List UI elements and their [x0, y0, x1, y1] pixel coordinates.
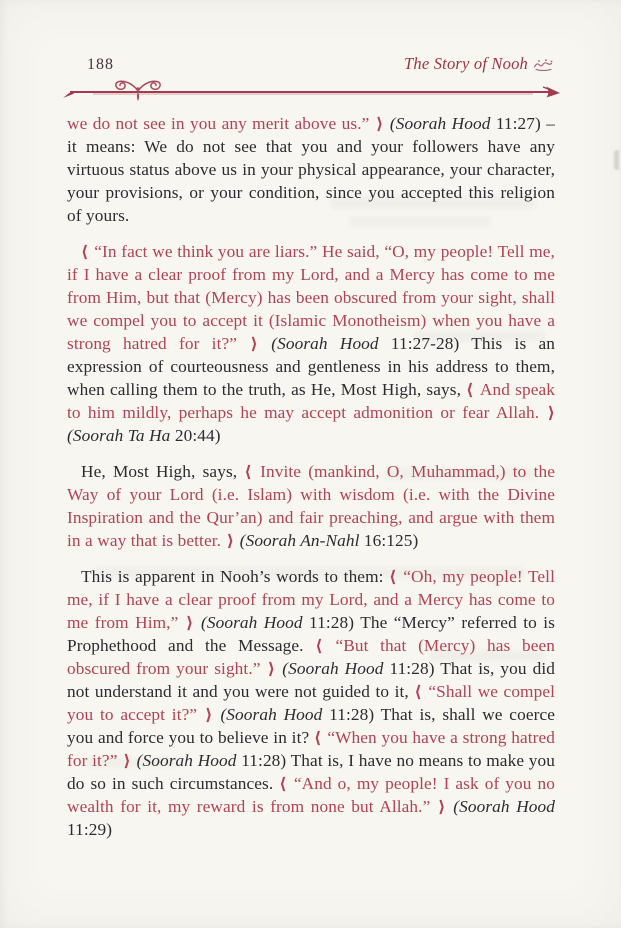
quote-bracket-ornament: ⟨: [466, 380, 480, 399]
ornamental-rule: [63, 76, 555, 102]
scan-edge-artifact: [614, 150, 619, 170]
page-number: 188: [87, 56, 114, 73]
soorah-reference: (Soorah Hood: [282, 659, 390, 678]
quote-bracket-ornament: ⟩: [117, 751, 137, 770]
quote-bracket-ornament: ⟨: [81, 242, 95, 261]
soorah-reference: (Soorah An-Nahl: [239, 531, 364, 550]
soorah-reference: (Soorah Hood: [453, 797, 555, 816]
commentary-text: 11:29): [67, 820, 113, 839]
soorah-reference: (Soorah Ta Ha: [67, 426, 175, 445]
commentary-text: 11:28) That is, shall we coerce you and force you to believe in it?: [67, 705, 555, 747]
quote-bracket-ornament: ⟩: [430, 797, 454, 816]
soorah-reference: (Soorah Hood: [220, 705, 330, 724]
commentary-text: He, Most High, says,: [81, 462, 245, 481]
quote-bracket-ornament: ⟩: [197, 705, 221, 724]
quote-bracket-ornament: ⟩: [221, 531, 240, 550]
soorah-reference: (Soorah Hood: [271, 334, 391, 353]
paragraph: [67, 112, 555, 227]
quran-quote-text: Invite (mankind, O, Muhammad,) to the Way of your Lord (i.e. Islam) with wisdom (i.e. with the Divine Inspiration and the Qur’an) and fair preaching, and argue with them in a way that is better.: [67, 462, 555, 550]
quote-bracket-ornament: ⟨: [315, 636, 336, 655]
quote-bracket-ornament: ⟩: [260, 659, 283, 678]
quote-bracket-ornament: ⟨: [313, 728, 328, 747]
quran-quote-text: And speak to him mildly, perhaps he may accept admonition or fear Allah.: [67, 380, 555, 422]
soorah-reference: (Soorah Hood: [201, 613, 310, 632]
paragraph: [67, 565, 555, 841]
paragraph: [67, 240, 555, 447]
commentary-text: 20:44): [174, 426, 221, 445]
quote-bracket-ornament: ⟩: [539, 403, 555, 422]
quote-bracket-ornament: ⟨: [414, 682, 429, 701]
soorah-reference: (Soorah Hood: [389, 114, 496, 133]
quote-bracket-ornament: ⟩: [369, 114, 390, 133]
chapter-title: [404, 54, 555, 74]
quote-bracket-ornament: ⟨: [389, 567, 404, 586]
soorah-reference: (Soorah Hood: [136, 751, 242, 770]
paragraph: [67, 460, 555, 552]
commentary-text: 11:27) – it means: We do not see that you and your followers have any virtuous status above us in your physical appearance, your character, your provisions, or your condition, since you accepted this religion of yours.: [67, 114, 555, 225]
commentary-text: 11:28) That is, I have no means to make you do so in such circumstances.: [67, 751, 555, 793]
quran-quote-text: “When you have a strong hatred for it?”: [67, 728, 555, 770]
page-content: [67, 54, 555, 854]
quran-quote-text: “In fact we think you are liars.” He said, “O, my people! Tell me, if I have a clear proof from my Lord, and a Mercy has come to me from Him, but that (Mercy) has been obscured from your sight, shall we compel you to accept it (Islamic Monotheism) when you have a strong hatred for it?”: [67, 242, 555, 353]
commentary-text: 11:27-28) This is an expression of courteousness and gentleness in his address to them, when calling them to the truth, as He, Most High, says,: [67, 334, 555, 399]
quran-quote-text: we do not see in you any merit above us.”: [67, 114, 370, 133]
quran-quote-text: “And o, my people! I ask of you no wealth for it, my reward is from none but Allah.”: [67, 774, 555, 816]
quote-bracket-ornament: ⟩: [178, 613, 201, 632]
quran-quote-text: “Oh, my people! Tell me, if I have a clear proof from my Lord, and a Mercy has come to me from Him,”: [67, 567, 555, 632]
page-body: [67, 112, 555, 841]
chapter-title-text: The Story of Nooh: [404, 54, 528, 73]
ornamental-rule-graphic: [63, 76, 560, 102]
commentary-text: 11:28) The “Mercy” referred to is Prophethood and the Message.: [67, 613, 556, 655]
quote-bracket-ornament: ⟨: [279, 774, 294, 793]
commentary-text: 16:125): [363, 531, 419, 550]
quran-quote-text: “But that (Mercy) has been obscured from your sight.”: [67, 636, 556, 678]
alayhis-salam-honorific-icon: [533, 57, 555, 71]
quote-bracket-ornament: ⟩: [237, 334, 272, 353]
quran-quote-text: “Shall we compel you to accept it?”: [67, 682, 556, 724]
commentary-text: 11:28) That is, you did not understand it and you were not guided to it,: [67, 659, 556, 701]
commentary-text: This is apparent in Nooh’s words to them:: [81, 567, 390, 586]
quote-bracket-ornament: ⟨: [244, 462, 261, 481]
page-header: [67, 54, 555, 75]
